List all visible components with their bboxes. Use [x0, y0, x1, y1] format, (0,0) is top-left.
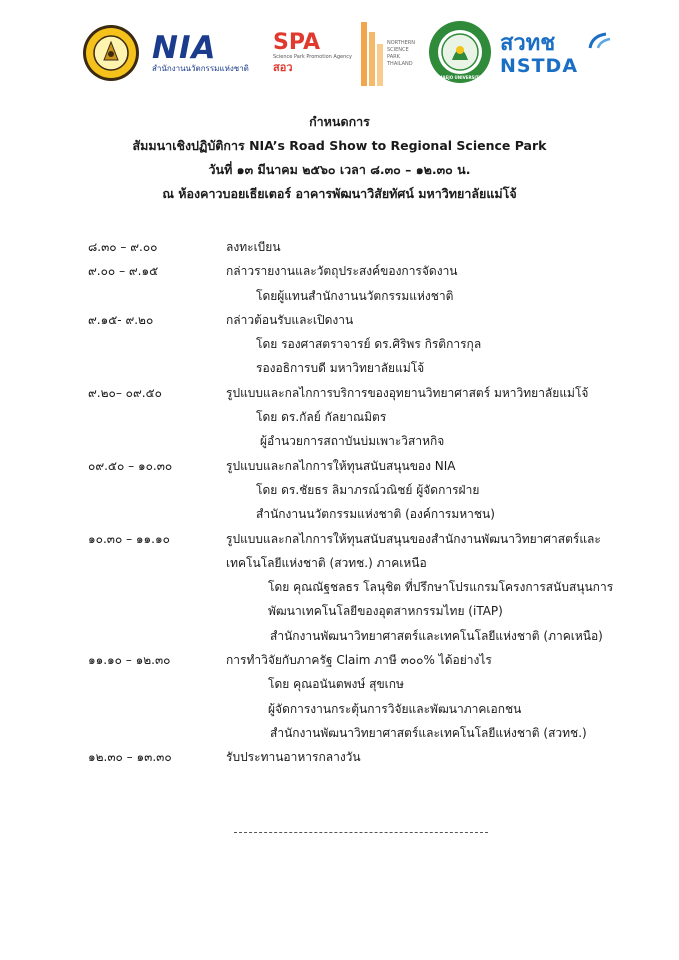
- agenda-activity: รับประทานอาหารกลางวัน: [226, 750, 361, 765]
- agenda-activity: กล่าวรายงานและวัตถุประสงค์ของการจัดงาน: [226, 264, 458, 279]
- agenda-detail: พัฒนาเทคโนโลยีของอุตสาหกรรมไทย (iTAP): [268, 604, 503, 619]
- agenda-detail: โดย ดร.กัลย์ กัลยาณมิตร: [256, 410, 387, 425]
- nstda-thai: สวทช: [500, 31, 556, 56]
- agenda-detail: ผู้จัดการงานกระตุ้นการวิจัยและพัฒนาภาคเอกชน: [268, 701, 522, 716]
- seminar-title: สัมมนาเชิงปฏิบัติการ NIA’s Road Show to Regional Science Park: [132, 138, 547, 153]
- agenda-activity: รูปแบบและกลไกการให้ทุนสนับสนุนของ NIA: [226, 458, 456, 473]
- agenda-time: ๑๐.๓๐ – ๑๑.๑๐: [88, 531, 170, 546]
- agenda-detail-row: [88, 478, 648, 502]
- nsp-text-4: THAILAND: [387, 61, 413, 67]
- agenda-detail-row: [88, 624, 648, 648]
- agenda-list: [88, 235, 648, 770]
- agenda-detail-row: [88, 429, 648, 453]
- university-seal-logo: [82, 24, 140, 82]
- nstda-wordmark: NSTDA: [500, 55, 579, 77]
- page-title: กำหนดการ: [309, 114, 370, 129]
- agenda-detail: โดยผู้แทนสำนักงานนวัตกรรมแห่งชาติ: [256, 288, 454, 303]
- agenda-activity: ลงทะเบียน: [226, 240, 281, 254]
- agenda-detail: สำนักงานนวัตกรรมแห่งชาติ (องค์การมหาชน): [256, 507, 495, 522]
- agenda-time: ๑๑.๑๐ – ๑๒.๓๐: [88, 653, 171, 668]
- agenda-activity: กล่าวต้อนรับและเปิดงาน: [226, 312, 354, 327]
- nstda-arc-icon: [586, 32, 612, 50]
- spa-thai: สอว: [273, 61, 293, 74]
- northern-science-park-logo: [361, 22, 419, 86]
- agenda-detail: สำนักงานพัฒนาวิทยาศาสตร์และเทคโนโลยีแห่งชาติ (ภาคเหนือ): [270, 628, 603, 643]
- agenda-row: [88, 259, 648, 283]
- agenda-detail-row: [88, 672, 648, 696]
- agenda-time: ๘.๓๐ – ๙.๐๐: [88, 240, 158, 254]
- agenda-activity: รูปแบบและกลไกการให้ทุนสนับสนุนของสำนักงานพัฒนาวิทยาศาสตร์และ: [226, 531, 601, 546]
- agenda-row: [88, 308, 648, 332]
- agenda-row: [88, 745, 648, 769]
- agenda-detail-row: [88, 502, 648, 526]
- nia-subtitle: สำนักงานนวัตกรรมแห่งชาติ: [152, 64, 249, 73]
- agenda-detail: โดย ดร.ชัยธร ลิมาภรณ์วณิชย์ ผู้จัดการฝ่าย: [256, 482, 480, 497]
- agenda-time: ๙.๐๐ – ๙.๑๕: [88, 264, 159, 279]
- agenda-detail-row: [88, 332, 648, 356]
- agenda-row: [88, 527, 648, 551]
- agenda-detail-row: [88, 697, 648, 721]
- agenda-row: [88, 648, 648, 672]
- agenda-time: ๐๙.๕๐ – ๑๐.๓๐: [88, 458, 173, 473]
- agenda-activity: การทำวิจัยกับภาครัฐ Claim ภาษี ๓๐๐% ได้อย่างไร: [226, 653, 492, 668]
- venue-line: ณ ห้องคาวบอยเธียเตอร์ อาคารพัฒนาวิสัยทัศน์ มหาวิทยาลัยแม่โจ้: [162, 186, 517, 201]
- agenda-detail: โดย คุณอนันตพงษ์ สุขเกษ: [268, 677, 404, 692]
- nsp-bars-icon: [361, 22, 383, 86]
- agenda-activity-line2: เทคโนโลยีแห่งชาติ (สวทช.) ภาคเหนือ: [226, 555, 427, 570]
- spa-subtitle: Science Park Promotion Agency: [273, 54, 352, 60]
- spa-logo: [273, 32, 351, 78]
- agenda-activity: รูปแบบและกลไกการบริการของอุทยานวิทยาศาสตร์ มหาวิทยาลัยแม่โจ้: [226, 385, 589, 400]
- agenda-row: [88, 454, 648, 478]
- agenda-detail: โดย รองศาสตราจารย์ ดร.ศิริพร กิรติการกุล: [256, 337, 482, 352]
- nia-logo: [152, 32, 264, 76]
- nsp-text-3: PARK: [387, 54, 400, 60]
- agenda-detail: ผู้อำนวยการสถาบันบ่มเพาะวิสาหกิจ: [260, 434, 445, 449]
- agenda-detail-row: [88, 575, 648, 599]
- agenda-detail-row: [88, 721, 648, 745]
- nsp-text-1: NORTHERN: [387, 40, 415, 46]
- agenda-detail: รองอธิการบดี มหาวิทยาลัยแม่โจ้: [256, 361, 425, 376]
- agenda-row: [88, 381, 648, 405]
- maejo-ring-text: MAEJO UNIVERSITY: [438, 75, 482, 80]
- agenda-time: ๙.๑๕- ๙.๒๐: [88, 312, 154, 327]
- agenda-detail-row: [88, 356, 648, 380]
- nstda-logo: [500, 32, 625, 80]
- agenda-detail-row: [88, 284, 648, 308]
- agenda-activity-continuation: [88, 551, 648, 575]
- agenda-row: [88, 235, 648, 259]
- agenda-time: ๙.๒๐– ๐๙.๕๐: [88, 385, 162, 400]
- maejo-university-logo: [428, 20, 492, 84]
- spa-wordmark: SPA: [273, 30, 320, 55]
- nsp-text-2: SCIENCE: [387, 47, 409, 53]
- agenda-time: ๑๒.๓๐ – ๑๓.๓๐: [88, 750, 172, 765]
- date-time-line: วันที่ ๑๓ มีนาคม ๒๕๖๐ เวลา ๘.๓๐ – ๑๒.๓๐ น.: [208, 162, 471, 177]
- logo-strip: [0, 18, 679, 88]
- agenda-detail-row: [88, 599, 648, 623]
- agenda-detail-row: [88, 405, 648, 429]
- footer-divider: [234, 832, 488, 833]
- title-block: [0, 110, 679, 206]
- agenda-detail: โดย คุณณัฐชลธร โลนุชิต ที่ปรึกษาโปรแกรมโครงการสนับสนุนการ: [268, 580, 614, 595]
- agenda-detail: สำนักงานพัฒนาวิทยาศาสตร์และเทคโนโลยีแห่งชาติ (สวทช.): [270, 725, 587, 740]
- nia-wordmark: NIA: [152, 30, 217, 66]
